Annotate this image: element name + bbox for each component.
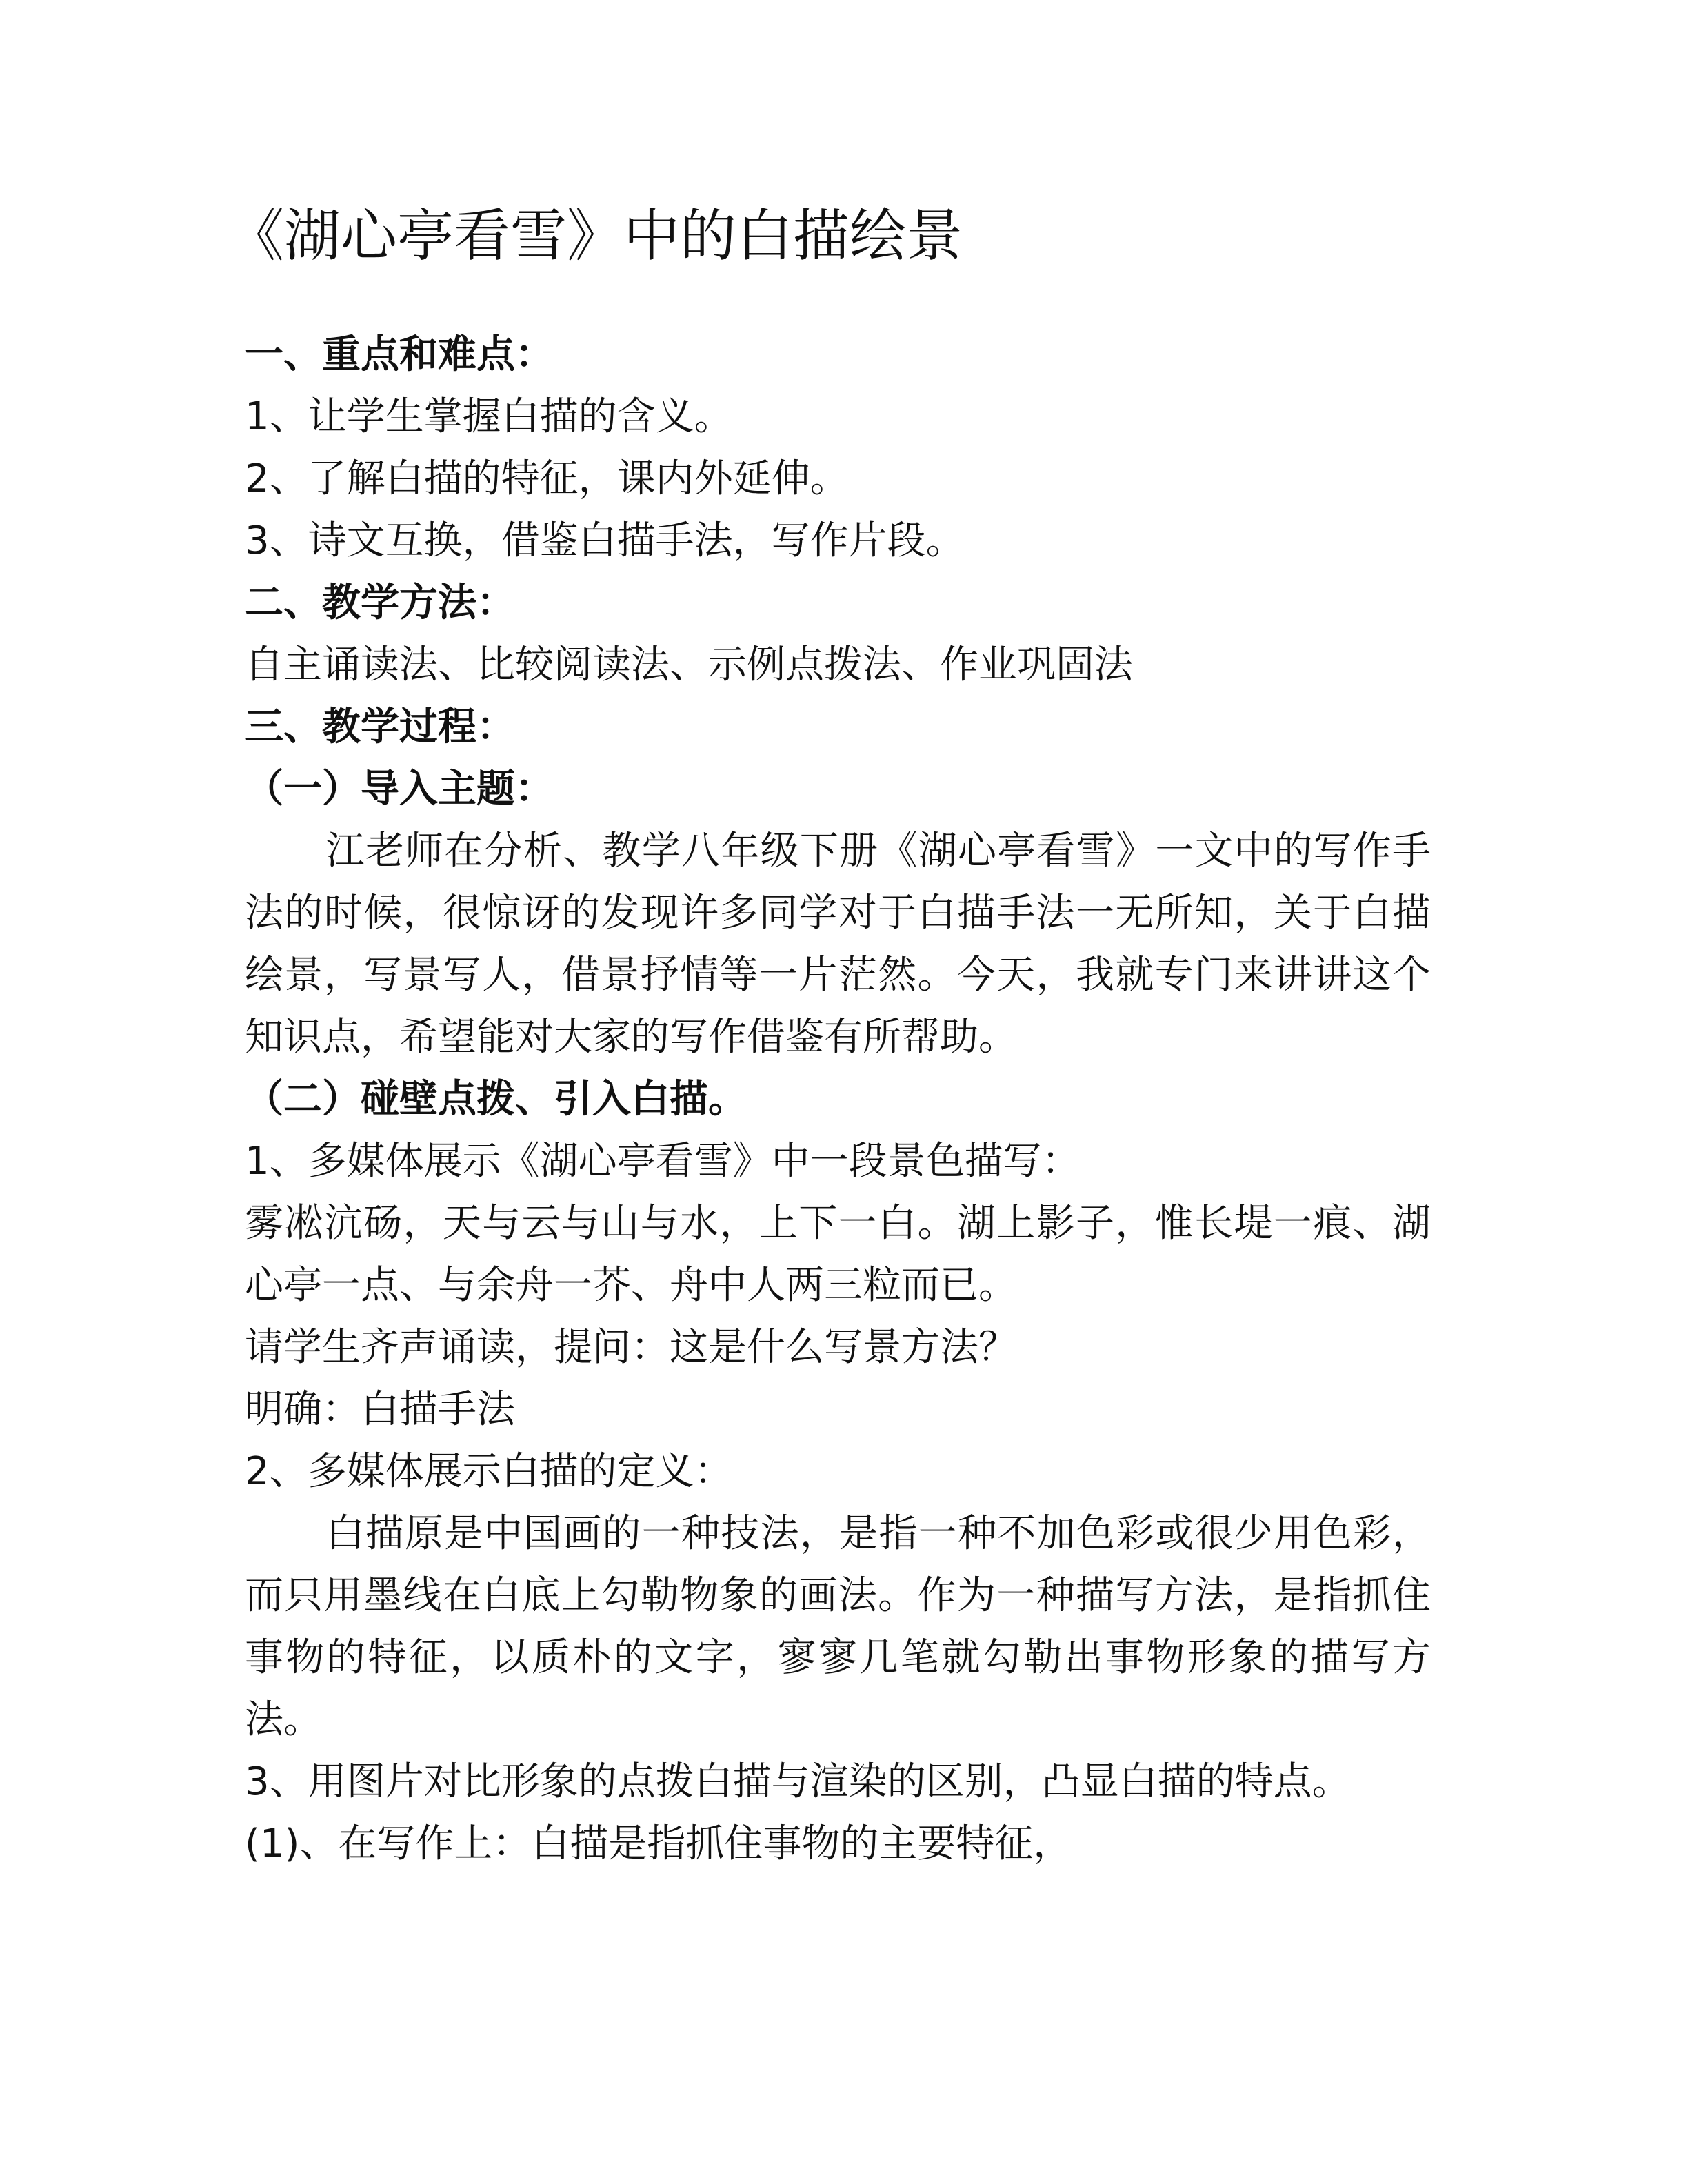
step-2-term: 白描	[501, 1449, 579, 1494]
document-body	[245, 324, 1431, 1875]
heading-teaching-process: 三、教学过程：	[245, 705, 515, 749]
step-2-prefix: 2、多媒体展示	[245, 1449, 501, 1494]
heading-key-points: 一、重点和难点：	[245, 332, 554, 377]
key-point-3: 3、诗文互换，借鉴白描手法，写作片段。	[245, 518, 965, 563]
step-3: 3、用图片对比形象的点拨白描与渲染的区别，凸显白描的特点。	[245, 1759, 1351, 1804]
heading-introduce-topic: （一）导入主题：	[245, 767, 554, 811]
definition-paragraph: 白描原是中国画的一种技法，是指一种不加色彩或很少用色彩，而只用墨线在白底上勾勒物象的画法。作为一种描写方法，是指抓住事物的特征，以质朴的文字，寥寥几笔就勾勒出事物形象的描写方法。	[245, 1511, 1431, 1742]
answer-line: 明确：白描手法	[245, 1387, 515, 1432]
step-1: 1、多媒体展示《湖心亭看雪》中一段景色描写：	[245, 1139, 1081, 1184]
step-2	[245, 1441, 1431, 1503]
key-point-1: 1、让学生掌握白描的含义。	[245, 394, 733, 439]
question-line: 请学生齐声诵读，提问：这是什么写景方法？	[245, 1325, 1017, 1370]
quote-text: 雾凇沆砀，天与云与山与水，上下一白。湖上影子，惟长堤一痕、湖心亭一点、与余舟一芥、舟中人两三粒而已。	[245, 1201, 1431, 1308]
heading-introduce-baimiao: （二）碰壁点拨、引入白描。	[245, 1077, 747, 1122]
heading-teaching-methods: 二、教学方法：	[245, 580, 515, 625]
step-2-suffix: 的定义：	[578, 1449, 733, 1494]
teaching-methods-list: 自主诵读法、比较阅读法、示例点拨法、作业巩固法	[245, 643, 1133, 687]
point-1: (1)、在写作上：白描是指抓住事物的主要特征，	[245, 1821, 1072, 1866]
intro-paragraph: 江老师在分析、教学八年级下册《湖心亭看雪》一文中的写作手法的时候，很惊讶的发现许多同学对于白描手法一无所知，关于白描绘景，写景写人，借景抒情等一片茫然。今天，我就专门来讲讲这个知识点，希望能对大家的写作借鉴有所帮助。	[245, 829, 1431, 1060]
scene-quote	[245, 1193, 1431, 1317]
document-title: 《湖心亭看雪》中的白描绘景	[228, 203, 963, 269]
key-point-2: 2、了解白描的特征，课内外延伸。	[245, 456, 849, 501]
